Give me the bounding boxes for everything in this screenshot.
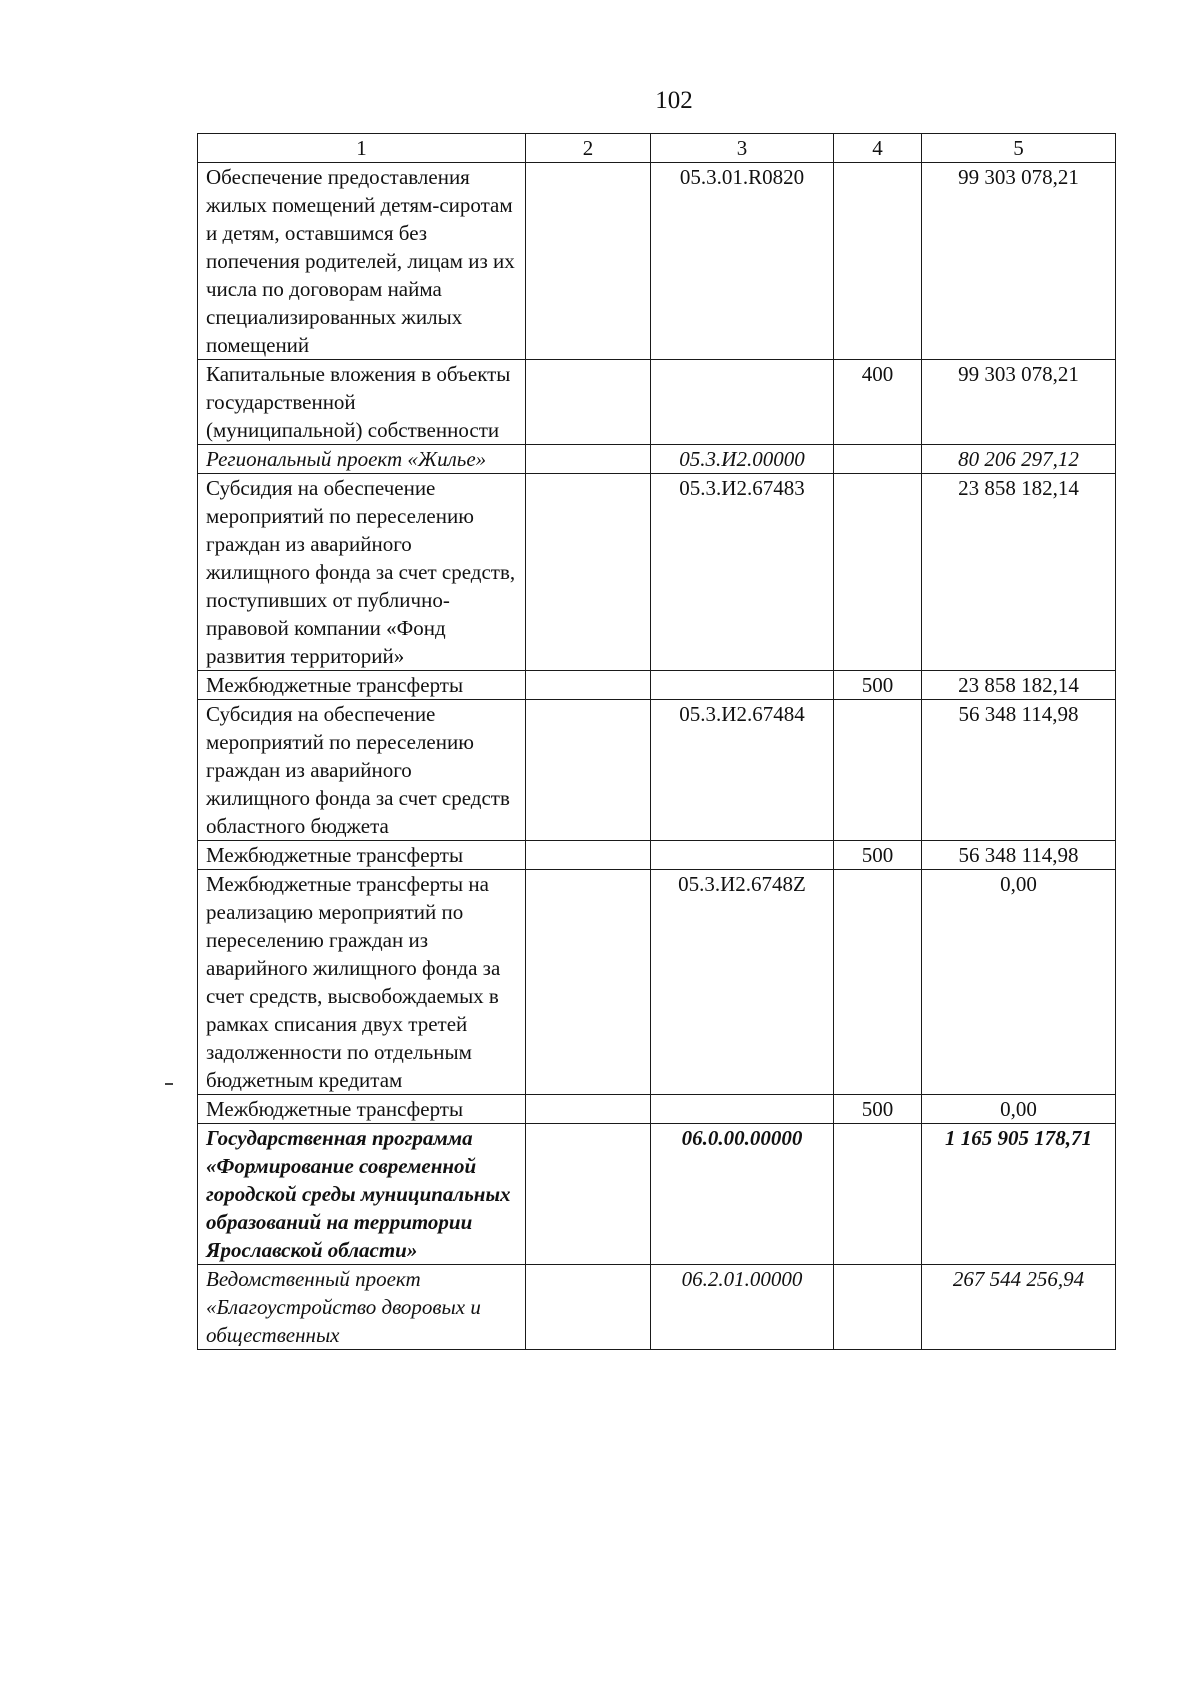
row-amount: 1 165 905 178,71 (922, 1124, 1116, 1265)
row-amount: 0,00 (922, 870, 1116, 1095)
row-code: 05.3.И2.67483 (651, 474, 834, 671)
row-name-text: Субсидия на обеспечение мероприятий по переселению граждан из аварийного жилищного фонда за счет средств областного бюджета (206, 702, 510, 838)
row-col2 (526, 841, 651, 870)
row-type (834, 445, 922, 474)
row-name-text: Обеспечение предоставления жилых помещений детям-сиротам и детям, оставшимся без попечения родителей, лицам из их числа по договорам найма специализированных жилых помещений (206, 165, 515, 357)
column-header-2: 2 (526, 134, 651, 163)
table-row (198, 700, 1116, 841)
row-name (198, 671, 526, 700)
table-row (198, 474, 1116, 671)
row-amount: 267 544 256,94 (922, 1265, 1116, 1350)
row-code (651, 1095, 834, 1124)
row-amount: 56 348 114,98 (922, 841, 1116, 870)
row-amount: 56 348 114,98 (922, 700, 1116, 841)
row-name (198, 445, 526, 474)
row-type (834, 1124, 922, 1265)
table-body (198, 163, 1116, 1350)
row-col2 (526, 1095, 651, 1124)
row-amount: 23 858 182,14 (922, 474, 1116, 671)
row-name-text: Субсидия на обеспечение мероприятий по переселению граждан из аварийного жилищного фонда за счет средств, поступивших от публично-правовой компании «Фонд развития территорий» (206, 476, 516, 668)
row-col2 (526, 445, 651, 474)
row-type (834, 700, 922, 841)
row-col2 (526, 474, 651, 671)
row-code: 05.3.И2.00000 (651, 445, 834, 474)
row-type (834, 163, 922, 360)
row-name-text: Капитальные вложения в объекты государственной (муниципальной) собственности (206, 362, 511, 442)
row-name-text: Ведомственный проект «Благоустройство дворовых и общественных (206, 1267, 481, 1347)
row-name (198, 163, 526, 360)
row-name-text: Региональный проект «Жилье» (206, 447, 487, 471)
table-row (198, 1265, 1116, 1350)
row-col2 (526, 163, 651, 360)
row-col2 (526, 870, 651, 1095)
row-amount: 0,00 (922, 1095, 1116, 1124)
row-amount: 80 206 297,12 (922, 445, 1116, 474)
row-col2 (526, 671, 651, 700)
row-col2 (526, 360, 651, 445)
row-code (651, 360, 834, 445)
row-amount: 23 858 182,14 (922, 671, 1116, 700)
row-col2 (526, 700, 651, 841)
row-type (834, 870, 922, 1095)
row-name (198, 1124, 526, 1265)
row-name-text: Государственная программа «Формирование современной городской среды муниципальных образований на территории Ярославской области» (206, 1126, 511, 1262)
row-name-text: Межбюджетные трансферты (206, 843, 464, 867)
row-name (198, 841, 526, 870)
row-code: 05.3.И2.6748Z (651, 870, 834, 1095)
table-row (198, 1095, 1116, 1124)
table-row (198, 841, 1116, 870)
row-code: 06.0.00.00000 (651, 1124, 834, 1265)
table-row (198, 360, 1116, 445)
row-name-text: Межбюджетные трансферты на реализацию мероприятий по переселению граждан из аварийного жилищного фонда за счет средств, высвобождаемых в рамках списания двух третей задолженности по отдельным бюджетным кредитам (206, 872, 501, 1092)
row-name (198, 474, 526, 671)
header-row (198, 134, 1116, 163)
row-amount: 99 303 078,21 (922, 163, 1116, 360)
scan-mark (165, 1083, 173, 1085)
row-type: 500 (834, 1095, 922, 1124)
row-code: 06.2.01.00000 (651, 1265, 834, 1350)
row-type (834, 1265, 922, 1350)
row-type: 500 (834, 841, 922, 870)
row-code (651, 671, 834, 700)
page-number: 102 (655, 87, 693, 114)
budget-table (197, 133, 1116, 1350)
row-code (651, 841, 834, 870)
column-header-3: 3 (651, 134, 834, 163)
table-row (198, 671, 1116, 700)
row-amount: 99 303 078,21 (922, 360, 1116, 445)
row-name (198, 870, 526, 1095)
table-row (198, 1124, 1116, 1265)
row-name (198, 1095, 526, 1124)
row-code: 05.3.01.R0820 (651, 163, 834, 360)
column-header-1: 1 (198, 134, 526, 163)
row-col2 (526, 1265, 651, 1350)
table-row (198, 445, 1116, 474)
row-name-text: Межбюджетные трансферты (206, 1097, 464, 1121)
row-type (834, 474, 922, 671)
row-name (198, 700, 526, 841)
row-name (198, 360, 526, 445)
row-type: 400 (834, 360, 922, 445)
row-name (198, 1265, 526, 1350)
column-header-4: 4 (834, 134, 922, 163)
row-col2 (526, 1124, 651, 1265)
row-type: 500 (834, 671, 922, 700)
row-name-text: Межбюджетные трансферты (206, 673, 464, 697)
table-row (198, 163, 1116, 360)
column-header-5: 5 (922, 134, 1116, 163)
table-row (198, 870, 1116, 1095)
row-code: 05.3.И2.67484 (651, 700, 834, 841)
